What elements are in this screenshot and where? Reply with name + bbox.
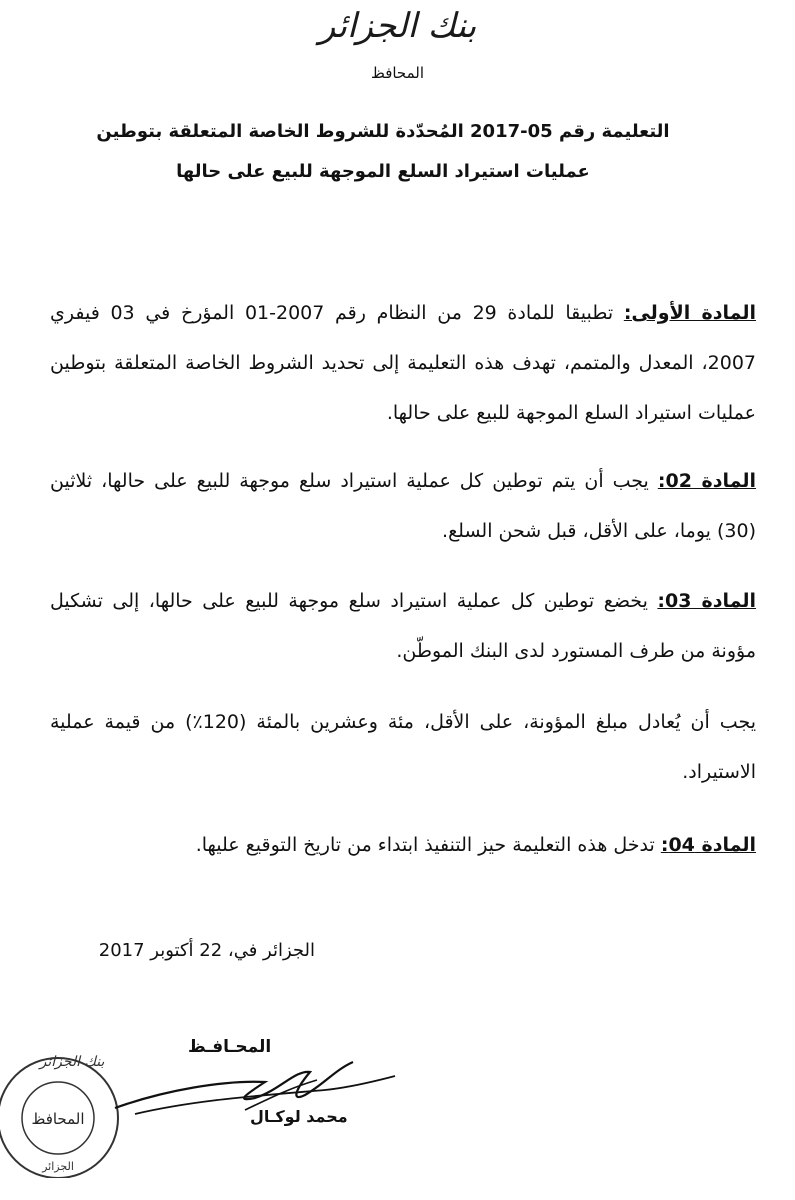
document-title: [83, 112, 683, 192]
article-label: المادة الأولى:: [623, 302, 756, 324]
article-3: [50, 576, 756, 676]
signatory-name: محمد لوكـال: [250, 1107, 348, 1126]
title-line-2: عمليات استيراد السلع الموجهة للبيع على حالها: [176, 161, 590, 182]
article-3-paragraph-2: [50, 697, 756, 797]
bank-logo: بنك الجزائر: [318, 6, 477, 46]
article-text: يجب أن يتم توطين كل عملية استيراد سلع موجهة للبيع على حالها، ثلاثين (30) يوما، على الأقل، قبل شحن السلع.: [50, 470, 756, 542]
article-text: يخضع توطين كل عملية استيراد سلع موجهة للبيع على حالها، إلى تشكيل مؤونة من طرف المستورد لدى البنك الموطّن.: [50, 590, 756, 662]
office-title: المحافظ: [370, 64, 425, 82]
signatory-title: المحـافـظ: [188, 1037, 272, 1057]
article-label: المادة 04:: [660, 834, 756, 856]
article-2: [50, 456, 756, 556]
seal-top-text: بنك الجزائر: [39, 1054, 105, 1070]
article-text: تدخل هذه التعليمة حيز التنفيذ ابتداء من تاريخ التوقيع عليها.: [195, 834, 661, 856]
seal-center-text: المحافظ: [31, 1110, 85, 1128]
title-line-1: التعليمة رقم 05-2017 المُحدّدة للشروط الخاصة المتعلقة بتوطين: [96, 121, 670, 142]
article-text: تطبيقا للمادة 29 من النظام رقم 2007-01 المؤرخ في 03 فيفري 2007، المعدل والمتمم، تهدف هذه التعليمة إلى تحديد الشروط الخاصة المتعلقة بتوطين عمليات استيراد السلع الموجهة للبيع على حالها.: [50, 302, 756, 424]
article-text: يجب أن يُعادل مبلغ المؤونة، على الأقل، مئة وعشرين بالمئة (120٪) من قيمة عملية الاستيراد.: [50, 711, 756, 783]
article-1: [50, 288, 756, 438]
article-label: المادة 02:: [657, 470, 757, 492]
article-4: [50, 820, 756, 870]
date-line: الجزائر في، 22 أكتوبر 2017: [98, 940, 315, 961]
article-label: المادة 03:: [657, 590, 757, 612]
seal-bottom-text: الجزائر: [42, 1160, 74, 1173]
